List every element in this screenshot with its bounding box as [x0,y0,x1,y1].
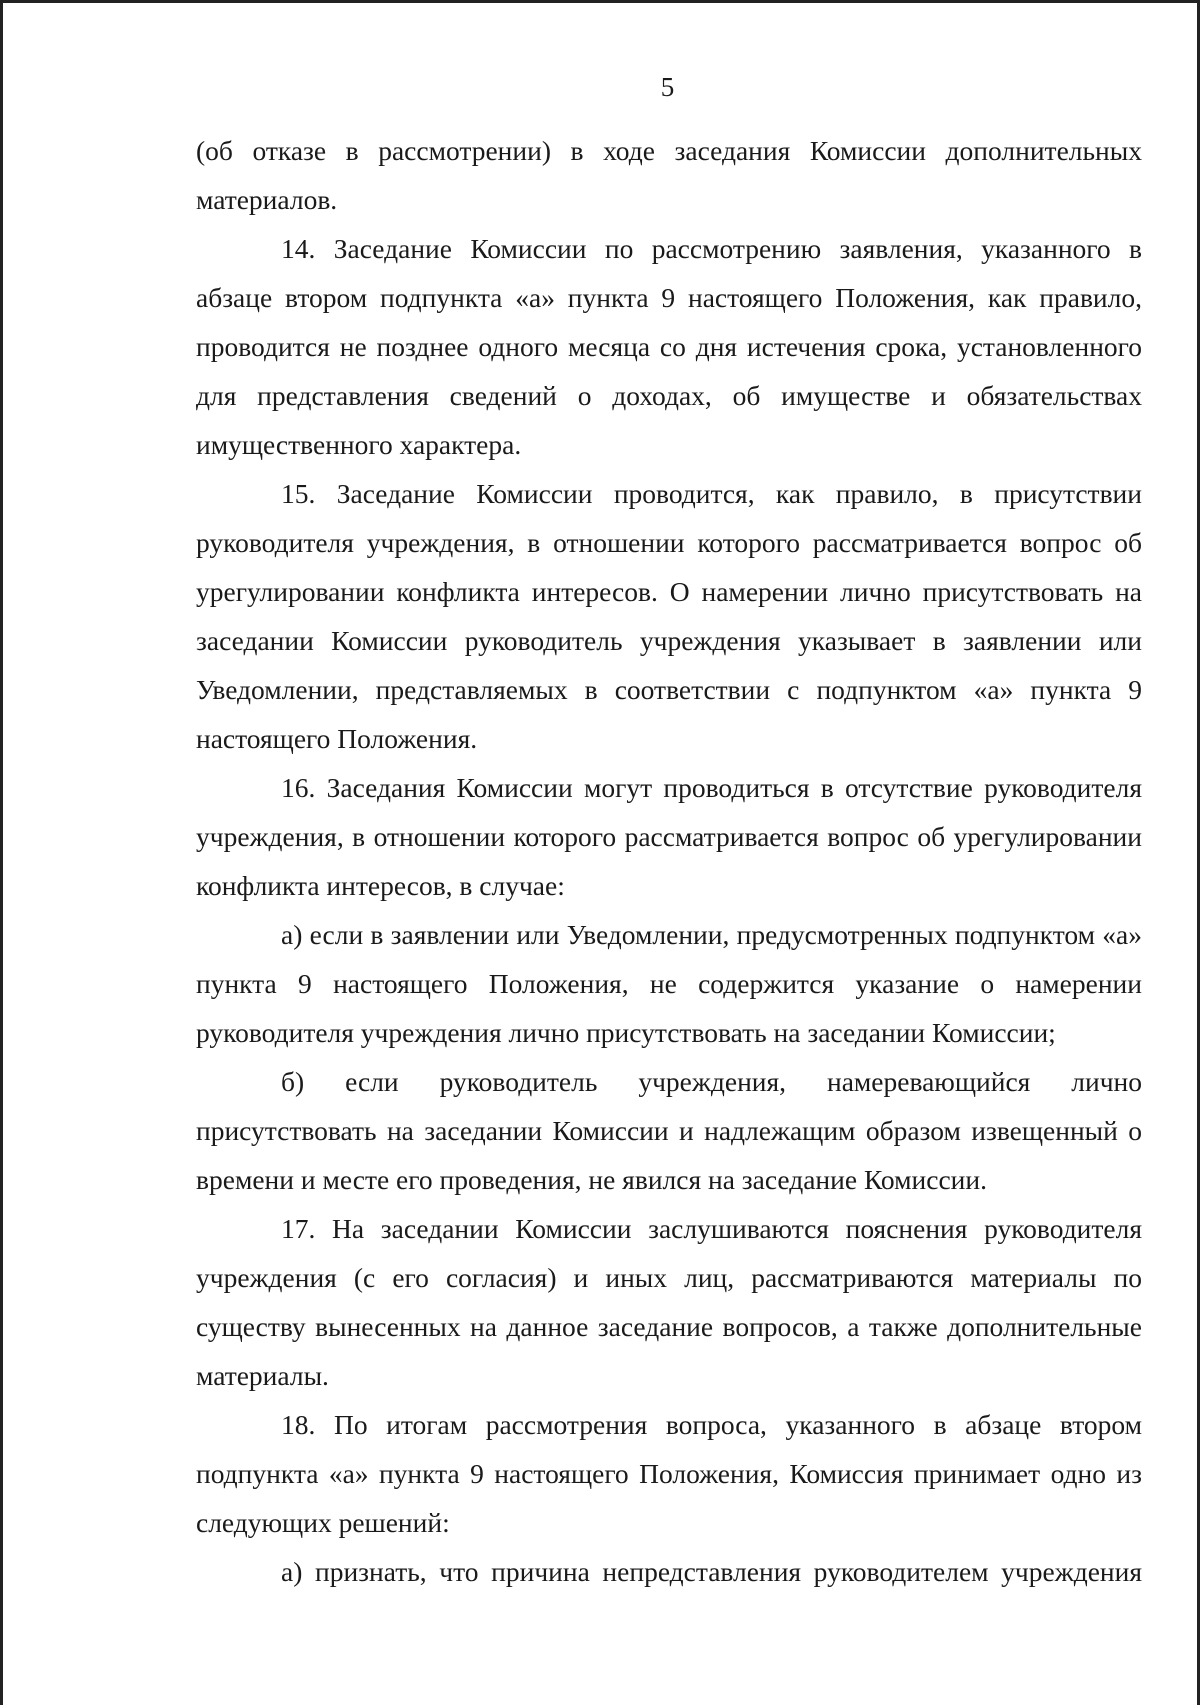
paragraph-15: 15. Заседание Комиссии проводится, как правило, в присутствии руководителя учреждения, в отношении которого рассматривается вопрос об урегулировании конфликта интересов. О намерении лично присутствовать на заседании Комиссии руководитель учреждения указывает в заявлении или Уведомлении, представляемых в соответствии с подпунктом «а» пункта 9 настоящего Положения. [196,478,1142,754]
paragraph-14: 14. Заседание Комиссии по рассмотрению заявления, указанного в абзаце втором подпункта «а» пункта 9 настоящего Положения, как правило, проводится не позднее одного месяца со дня истечения срока, установленного для представления сведений о доходах, об имуществе и обязательствах имущественного характера. [196,233,1142,460]
paragraph-16-a: а) если в заявлении или Уведомлении, предусмотренных подпунктом «а» пункта 9 настоящего Положения, не содержится указание о намерении руководителя учреждения лично присутствовать на заседании Комиссии; [196,919,1142,1048]
paragraph-18: 18. По итогам рассмотрения вопроса, указанного в абзаце втором подпункта «а» пункта 9 настоящего Положения, Комиссия принимает одно из следующих решений: [196,1409,1142,1538]
page-border-top [0,0,1200,3]
paragraph-16-b: б) если руководитель учреждения, намеревающийся лично присутствовать на заседании Комиссии и надлежащим образом извещенный о времени и месте его проведения, не явился на заседание Комиссии. [196,1066,1142,1195]
page-border-left [0,0,3,1705]
page-number: 5 [660,72,675,102]
paragraph-16: 16. Заседания Комиссии могут проводиться в отсутствие руководителя учреждения, в отношении которого рассматривается вопрос об урегулировании конфликта интересов, в случае: [196,772,1142,901]
paragraph-continuation: (об отказе в рассмотрении) в ходе заседания Комиссии дополнительных материалов. [196,135,1142,215]
document-body [196,126,1142,1596]
paragraph-18-a: а) признать, что причина непредставления руководителем учреждения [281,1556,1142,1587]
paragraph-17: 17. На заседании Комиссии заслушиваются пояснения руководителя учреждения (с его согласия) и иных лиц, рассматриваются материалы по существу вынесенных на данное заседание вопросов, а также дополнительные материалы. [196,1213,1142,1391]
